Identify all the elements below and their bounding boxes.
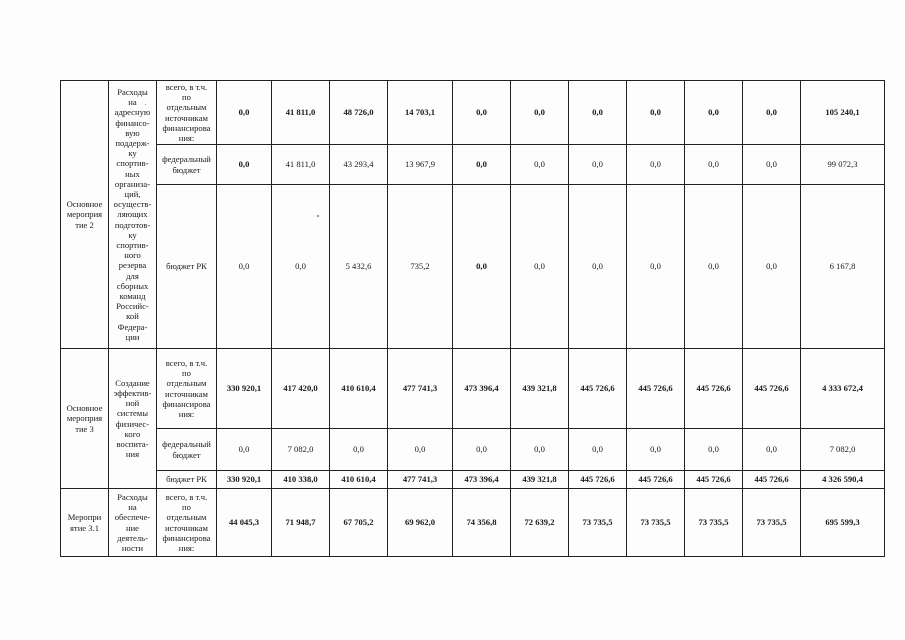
year-value-cell: 445 726,6 (627, 471, 685, 489)
event-name-line: мероприя (66, 209, 103, 220)
table-row (61, 145, 885, 185)
year-value-cell: 0,0 (685, 81, 743, 145)
event-description-line: кой (126, 311, 139, 322)
year-value-cell: 0,0 (453, 429, 511, 471)
event-description-line: организа- (114, 178, 151, 189)
event-name-line: Меропри (67, 512, 102, 523)
year-value-cell: 439 321,8 (511, 471, 569, 489)
table-row (61, 489, 885, 557)
event-description-line: кого (124, 428, 141, 439)
funding-source-line: всего, в т.ч. (165, 491, 208, 502)
event-description-line: для (126, 270, 139, 281)
year-value-cell: 0,0 (743, 185, 801, 349)
event-description-line: обеспече- (114, 512, 151, 523)
year-value-cell: 410 610,4 (330, 349, 388, 429)
event-description-line: команд (119, 291, 146, 302)
event-name-line: Основное (66, 199, 103, 210)
event-description-line: Российс- (116, 301, 149, 312)
funding-source-line: финансирова (162, 122, 211, 133)
year-value-cell: 477 741,3 (388, 349, 453, 429)
year-value-cell: 13 967,9 (388, 145, 453, 185)
event-description-cell (109, 81, 157, 349)
year-value-cell: 473 396,4 (453, 349, 511, 429)
funding-source-line: бюджет (172, 449, 201, 460)
total-value-cell: 695 599,3 (801, 489, 885, 557)
event-description-line: Создание (115, 377, 150, 388)
funding-source-cell (157, 185, 217, 349)
event-description-line: финансо- (115, 117, 150, 128)
funding-source-line: ния: (178, 542, 195, 553)
total-value-cell: 99 072,3 (801, 145, 885, 185)
year-value-cell: 0,0 (685, 145, 743, 185)
funding-source-line: федеральный (162, 439, 211, 450)
scan-speck (317, 215, 319, 217)
event-description-line: Федера- (117, 321, 148, 332)
year-value-cell: 0,0 (743, 145, 801, 185)
year-value-cell: 0,0 (217, 429, 272, 471)
table-row (61, 349, 885, 429)
year-value-cell: 0,0 (743, 81, 801, 145)
year-value-cell: 0,0 (217, 81, 272, 145)
year-value-cell: 73 735,5 (569, 489, 627, 557)
year-value-cell: 0,0 (453, 81, 511, 145)
table-row (61, 185, 885, 349)
year-value-cell: 48 726,0 (330, 81, 388, 145)
event-description-line: сборных (116, 280, 149, 291)
year-value-cell: 0,0 (388, 429, 453, 471)
year-value-cell: 0,0 (627, 145, 685, 185)
funding-source-cell (157, 471, 217, 489)
budget-table (60, 80, 885, 557)
year-value-cell: 330 920,1 (217, 471, 272, 489)
funding-source-line: финансирова (162, 398, 211, 409)
event-description-line: на (128, 502, 137, 513)
event-description-cell (109, 349, 157, 489)
event-name-line: мероприя (66, 413, 103, 424)
year-value-cell: 72 639,2 (511, 489, 569, 557)
event-description-line: эффектив- (113, 387, 152, 398)
year-value-cell: 74 356,8 (453, 489, 511, 557)
year-value-cell: 0,0 (627, 429, 685, 471)
event-description-line: ной (125, 398, 140, 409)
event-description-line: Расходы (117, 86, 148, 97)
budget-table-body (61, 81, 885, 557)
year-value-cell: 445 726,6 (627, 349, 685, 429)
event-description-line: ных (125, 168, 140, 179)
total-value-cell: 7 082,0 (801, 429, 885, 471)
year-value-cell: 445 726,6 (743, 471, 801, 489)
year-value-cell: 0,0 (569, 145, 627, 185)
year-value-cell: 0,0 (743, 429, 801, 471)
year-value-cell: 14 703,1 (388, 81, 453, 145)
funding-source-line: по (182, 92, 191, 103)
event-name-cell (61, 489, 109, 557)
event-description-line: деятель- (117, 532, 148, 543)
year-value-cell: 410 338,0 (272, 471, 330, 489)
funding-source-line: всего, в т.ч. (165, 357, 208, 368)
event-name-cell (61, 349, 109, 489)
year-value-cell: 0,0 (569, 185, 627, 349)
year-value-cell: 473 396,4 (453, 471, 511, 489)
year-value-cell: 0,0 (685, 185, 743, 349)
event-name-cell (61, 81, 109, 349)
event-description-line: подготов- (114, 219, 151, 230)
year-value-cell: 7 082,0 (272, 429, 330, 471)
event-description-line: ку (128, 229, 137, 240)
funding-source-line: источникам (165, 522, 208, 533)
event-description-line: спортив- (116, 158, 149, 169)
event-name-line: ятие 3.1 (69, 522, 99, 533)
funding-source-line: отдельным (166, 102, 207, 113)
funding-source-line: отдельным (166, 512, 207, 523)
year-value-cell: 445 726,6 (685, 471, 743, 489)
event-description-line: спортив- (116, 240, 149, 250)
year-value-cell: 445 726,6 (569, 471, 627, 489)
year-value-cell: 0,0 (511, 185, 569, 349)
event-name-line: тие 2 (75, 219, 94, 230)
year-value-cell: 0,0 (569, 81, 627, 145)
funding-source-line: по (182, 502, 191, 513)
year-value-cell: 44 045,3 (217, 489, 272, 557)
event-description-line: физичес- (115, 418, 150, 429)
year-value-cell: 410 610,4 (330, 471, 388, 489)
year-value-cell: 0,0 (217, 185, 272, 349)
funding-source-line: ния: (178, 408, 195, 419)
event-description-line: ние (125, 522, 139, 533)
event-description-line: ния (125, 449, 140, 460)
funding-source-cell (157, 145, 217, 185)
year-value-cell: 73 735,5 (627, 489, 685, 557)
year-value-cell: 445 726,6 (569, 349, 627, 429)
event-description-line: воспита- (116, 438, 149, 449)
funding-source-line: бюджет РК (166, 474, 207, 485)
year-value-cell: 0,0 (453, 145, 511, 185)
year-value-cell: 0,0 (272, 185, 330, 349)
year-value-cell: 41 811,0 (272, 81, 330, 145)
year-value-cell: 69 962,0 (388, 489, 453, 557)
year-value-cell: 0,0 (685, 429, 743, 471)
table-row (61, 471, 885, 489)
year-value-cell: 0,0 (217, 145, 272, 185)
funding-source-line: по (182, 368, 191, 379)
year-value-cell: 43 293,4 (330, 145, 388, 185)
year-value-cell: 73 735,5 (685, 489, 743, 557)
year-value-cell: 417 420,0 (272, 349, 330, 429)
year-value-cell: 0,0 (511, 429, 569, 471)
funding-source-line: бюджет РК (166, 261, 207, 272)
funding-source-cell (157, 349, 217, 429)
event-description-line: осуществ- (113, 199, 152, 210)
year-value-cell: 0,0 (569, 429, 627, 471)
event-description-cell (109, 489, 157, 557)
year-value-cell: 445 726,6 (685, 349, 743, 429)
funding-source-line: отдельным (166, 378, 207, 389)
funding-source-line: ния: (178, 132, 195, 143)
event-description-line: ного (124, 250, 141, 261)
year-value-cell: 0,0 (627, 185, 685, 349)
year-value-cell: 0,0 (453, 185, 511, 349)
funding-source-line: всего, в т.ч. (165, 81, 208, 92)
year-value-cell: 41 811,0 (272, 145, 330, 185)
year-value-cell: 5 432,6 (330, 185, 388, 349)
event-description-line: ности (121, 542, 144, 553)
total-value-cell: 6 167,8 (801, 185, 885, 349)
year-value-cell: 0,0 (627, 81, 685, 145)
funding-source-line: финансирова (162, 532, 211, 543)
funding-source-cell (157, 81, 217, 145)
total-value-cell: 4 333 672,4 (801, 349, 885, 429)
funding-source-line: источникам (165, 112, 208, 123)
event-description-line: на (128, 97, 137, 108)
event-name-line: Основное (66, 403, 103, 414)
event-description-line: ции (125, 331, 140, 342)
scan-speck (145, 104, 146, 105)
year-value-cell: 71 948,7 (272, 489, 330, 557)
year-value-cell: 735,2 (388, 185, 453, 349)
table-row (61, 81, 885, 145)
event-description-line: ку (128, 148, 137, 159)
event-description-line: резерва (118, 260, 147, 271)
year-value-cell: 73 735,5 (743, 489, 801, 557)
event-name-line: тие 3 (75, 423, 94, 434)
event-description-line: ляющих (117, 209, 148, 220)
year-value-cell: 0,0 (511, 81, 569, 145)
year-value-cell: 477 741,3 (388, 471, 453, 489)
event-description-line: Расходы (117, 491, 148, 502)
year-value-cell: 0,0 (330, 429, 388, 471)
event-description-line: вую (125, 127, 140, 138)
year-value-cell: 67 705,2 (330, 489, 388, 557)
funding-source-line: бюджет (172, 164, 201, 175)
year-value-cell: 445 726,6 (743, 349, 801, 429)
table-row (61, 429, 885, 471)
funding-source-cell (157, 429, 217, 471)
funding-source-cell (157, 489, 217, 557)
event-description-line: системы (116, 408, 148, 419)
event-description-line: адресную (114, 107, 151, 118)
total-value-cell: 105 240,1 (801, 81, 885, 145)
event-description-line: ций, (124, 188, 141, 199)
funding-source-line: источникам (165, 388, 208, 399)
year-value-cell: 0,0 (511, 145, 569, 185)
funding-source-line: федеральный (162, 154, 211, 165)
year-value-cell: 439 321,8 (511, 349, 569, 429)
year-value-cell: 330 920,1 (217, 349, 272, 429)
total-value-cell: 4 326 590,4 (801, 471, 885, 489)
event-description-line: поддерж- (115, 137, 150, 148)
